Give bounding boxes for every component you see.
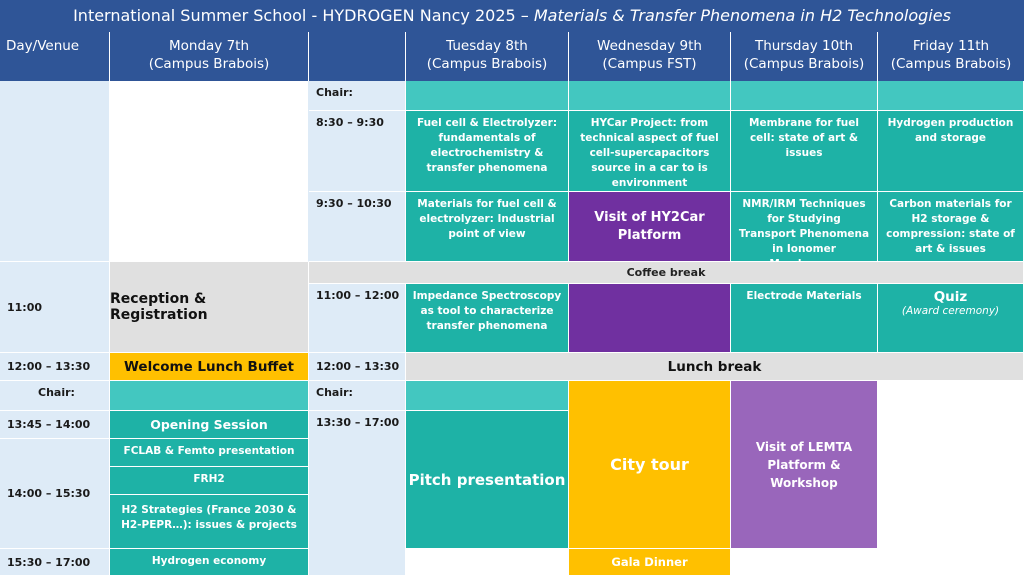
coffee-break: Coffee break <box>309 262 1024 284</box>
chair-thursday <box>731 81 878 111</box>
time-1530: 15:30 – 17:00 <box>0 549 110 576</box>
friday-quiz: Quiz (Award ceremony) <box>878 284 1024 353</box>
header-blank <box>309 32 406 81</box>
monday-hydrogen-economy: Hydrogen economy <box>110 549 309 576</box>
lunch-break: Lunch break <box>406 353 1024 381</box>
title-italic: Materials & Transfer Phenomena in H2 Technologies <box>533 6 951 25</box>
chair-label-morning: Chair: <box>309 81 406 111</box>
time-1200-left: 12:00 – 13:30 <box>0 353 110 381</box>
header-tuesday: Tuesday 8th (Campus Brabois) <box>406 32 569 81</box>
time-1345: 13:45 – 14:00 <box>0 411 110 439</box>
dayvenue-empty-morning <box>0 81 110 262</box>
thursday-session-2: NMR/IRM Techniques for Studying Transport Phenomena in Ionomer <box>731 192 878 262</box>
friday-afternoon-empty <box>878 381 1024 549</box>
time-1330-1700: 13:30 – 17:00 <box>309 411 406 576</box>
friday-session-2: Carbon materials for H2 storage & compression: state of art & issues <box>878 192 1024 262</box>
header-wednesday: Wednesday 9th (Campus FST) <box>569 32 731 81</box>
chair-label-afternoon-left: Chair: <box>0 381 110 411</box>
time-1200-right: 12:00 – 13:30 <box>309 353 406 381</box>
header-monday: Monday 7th (Campus Brabois) <box>110 32 309 81</box>
time-0930: 9:30 – 10:30 <box>309 192 406 262</box>
chair-label-afternoon-right: Chair: <box>309 381 406 411</box>
thursday-friday-evening-empty <box>731 549 1024 576</box>
chair-wednesday <box>569 81 731 111</box>
time-1100-1200: 11:00 – 12:00 <box>309 284 406 353</box>
wednesday-session-1: HYCar Project: from technical aspect of fuel cell-supercapacitors source in a car to is environment <box>569 111 731 192</box>
monday-welcome-lunch: Welcome Lunch Buffet <box>110 353 309 381</box>
page-title <box>0 0 1024 32</box>
tuesday-pitch-presentation: Pitch presentation <box>406 411 569 549</box>
tuesday-session-1: Fuel cell & Electrolyzer: fundamentals of electrochemistry & transfer phenomena <box>406 111 569 192</box>
thursday-session-1: Membrane for fuel cell: state of art & issues <box>731 111 878 192</box>
chair-friday <box>878 81 1024 111</box>
monday-opening-session: Opening Session <box>110 411 309 439</box>
time-0830: 8:30 – 9:30 <box>309 111 406 192</box>
tuesday-evening-empty <box>406 549 569 576</box>
monday-frh2: FRH2 <box>110 467 309 495</box>
time-1100: 11:00 <box>0 262 110 353</box>
header-friday: Friday 11th (Campus Brabois) <box>878 32 1024 81</box>
monday-strategies: H2 Strategies (France 2030 & H2-PEPR…): issues & projects <box>110 495 309 549</box>
wednesday-visit-continued <box>569 284 731 353</box>
thursday-visit-lemta: Visit of LEMTA Platform & Workshop <box>731 381 878 549</box>
monday-fclab: FCLAB & Femto presentation <box>110 439 309 467</box>
monday-morning-empty <box>110 81 309 262</box>
chair-tuesday <box>406 81 569 111</box>
friday-session-1: Hydrogen production and storage <box>878 111 1024 192</box>
thursday-session-3: Electrode Materials <box>731 284 878 353</box>
header-dayvenue: Day/Venue <box>0 32 110 81</box>
time-1400: 14:00 – 15:30 <box>0 439 110 549</box>
tuesday-session-3: Impedance Spectroscopy as tool to characterize transfer phenomena <box>406 284 569 353</box>
monday-reception: Reception & Registration <box>110 262 309 353</box>
chair-tuesday-afternoon <box>406 381 569 411</box>
wednesday-city-tour: City tour <box>569 381 731 549</box>
wednesday-gala-dinner: Gala Dinner <box>569 549 731 576</box>
title-main: International Summer School - HYDROGEN Nancy 2025 – <box>73 6 534 25</box>
wednesday-visit-hy2car: Visit of HY2Car Platform <box>569 192 731 262</box>
chair-monday <box>110 381 309 411</box>
tuesday-session-2: Materials for fuel cell & electrolyzer: Industrial point of view <box>406 192 569 262</box>
header-thursday: Thursday 10th (Campus Brabois) <box>731 32 878 81</box>
